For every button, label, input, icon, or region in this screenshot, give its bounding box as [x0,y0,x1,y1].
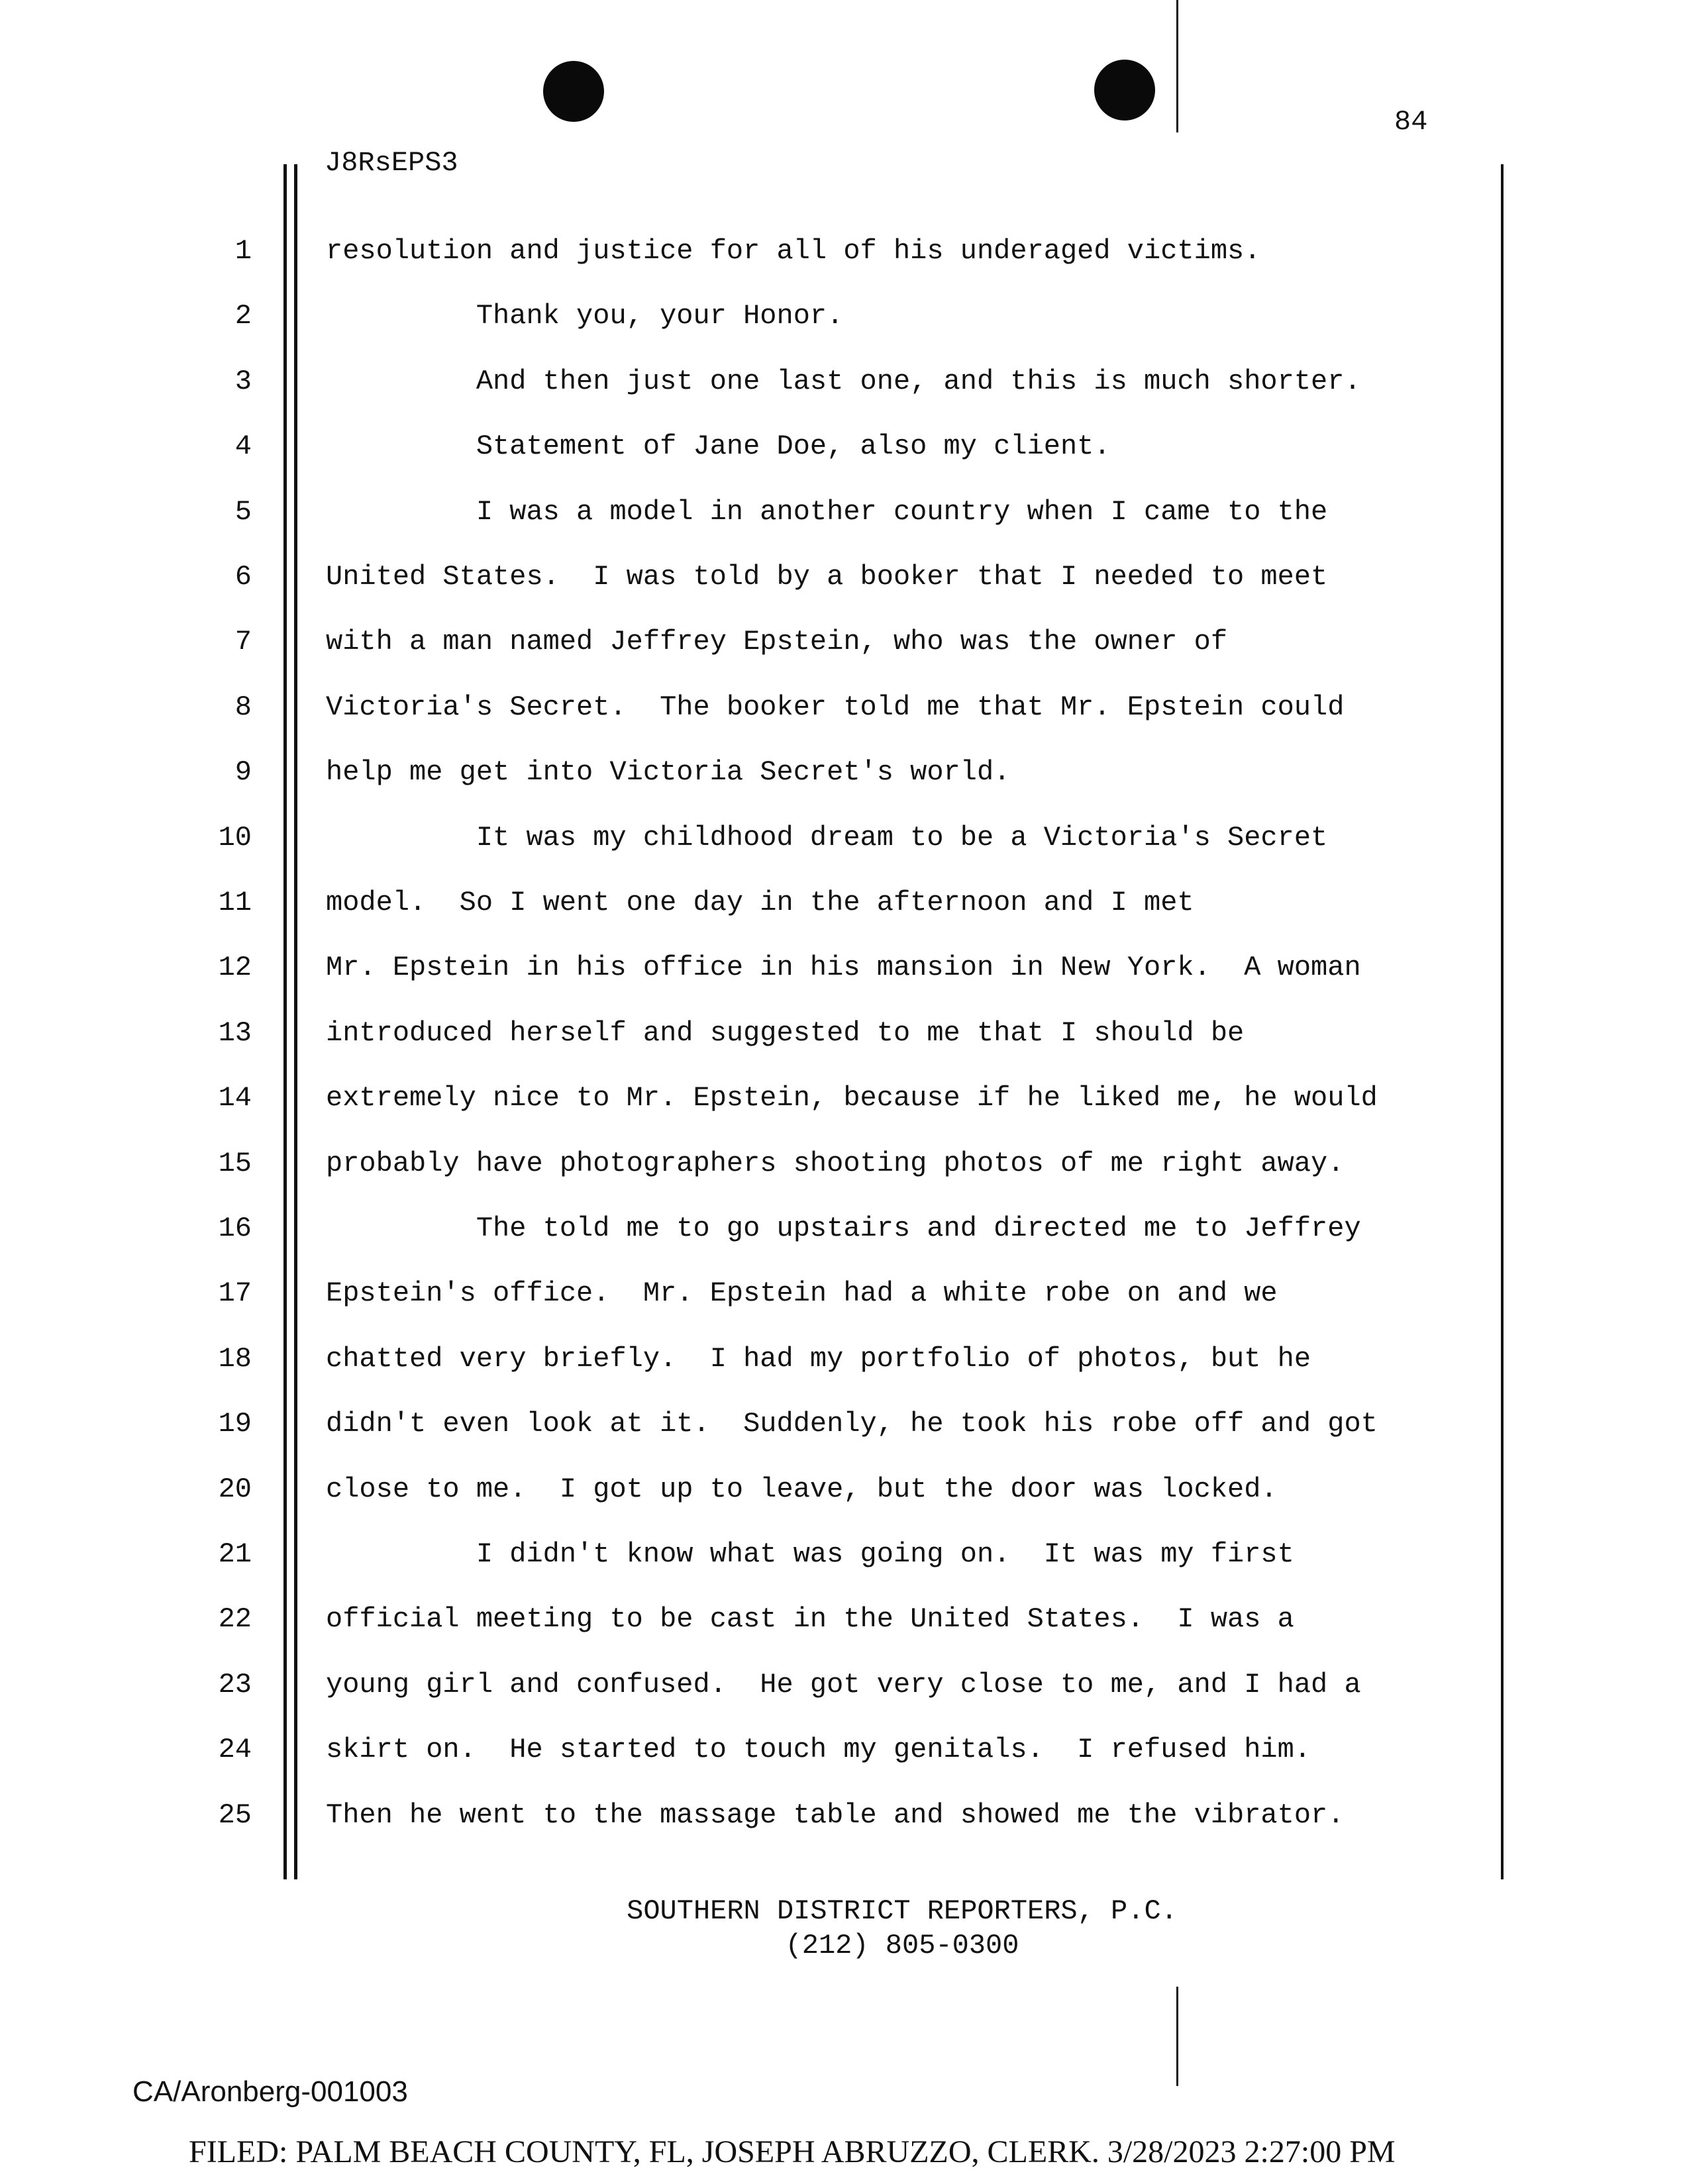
line-number: 10 [218,822,252,854]
reporter-name: SOUTHERN DISTRICT REPORTERS, P.C. [627,1895,1178,1927]
scan-artifact-line-bottom [1176,1987,1178,2086]
line-number: 2 [234,300,252,332]
transcript-line: help me get into Victoria Secret's world. [326,756,1011,788]
transcript-line: Statement of Jane Doe, also my client. [326,430,1111,462]
transcript-line: young girl and confused. He got very close to me, and I had a [326,1669,1361,1701]
transcript-line: Epstein's office. Mr. Epstein had a white robe on and we [326,1277,1278,1309]
line-number: 17 [218,1277,252,1309]
reporter-phone: (212) 805-0300 [785,1930,1019,1961]
line-number: 6 [234,561,252,593]
line-number: 25 [218,1799,252,1831]
transcript-line: And then just one last one, and this is much shorter. [326,366,1361,397]
line-number: 21 [218,1538,252,1570]
transcript-line: Thank you, your Honor. [326,300,844,332]
punch-hole-right [1094,60,1155,121]
transcript-line: United States. I was told by a booker that I needed to meet [326,561,1328,593]
transcript-line: introduced herself and suggested to me that I should be [326,1017,1245,1049]
page-number: 84 [1394,106,1428,138]
line-number: 15 [218,1148,252,1179]
line-number: 1 [234,235,252,267]
line-number: 3 [234,366,252,397]
transcript-line: resolution and justice for all of his underaged victims. [326,235,1261,267]
transcript-doc-id: J8RsEPS3 [325,147,458,179]
line-number: 18 [218,1343,252,1375]
line-number: 19 [218,1408,252,1440]
line-number: 14 [218,1082,252,1114]
line-number: 5 [234,496,252,528]
transcript-line: Mr. Epstein in his office in his mansion in New York. A woman [326,952,1361,983]
left-margin-rule [283,164,287,1879]
line-number: 7 [234,626,252,658]
line-number: 13 [218,1017,252,1049]
left-margin-rule-inner [294,164,297,1879]
scan-artifact-line-top [1176,0,1178,132]
transcript-line: model. So I went one day in the afternoon and I met [326,887,1194,918]
line-number: 20 [218,1473,252,1505]
transcript-line: Then he went to the massage table and showed me the vibrator. [326,1799,1345,1831]
transcript-line: with a man named Jeffrey Epstein, who was the owner of [326,626,1228,658]
line-number: 23 [218,1669,252,1701]
transcript-line: The told me to go upstairs and directed me to Jeffrey [326,1213,1361,1244]
transcript-line: close to me. I got up to leave, but the door was locked. [326,1473,1278,1505]
transcript-line: chatted very briefly. I had my portfolio of photos, but he [326,1343,1311,1375]
line-number: 11 [218,887,252,918]
line-number: 8 [234,691,252,723]
reporter-footer [0,1894,1685,1963]
transcript-line: probably have photographers shooting photos of me right away. [326,1148,1345,1179]
transcript-line: extremely nice to Mr. Epstein, because if he liked me, he would [326,1082,1378,1114]
transcript-line: It was my childhood dream to be a Victoria's Secret [326,822,1328,854]
line-number: 12 [218,952,252,983]
transcript-line: skirt on. He started to touch my genitals. I refused him. [326,1734,1311,1765]
punch-hole-left [543,61,604,122]
right-margin-rule [1501,164,1504,1879]
transcript-line: I didn't know what was going on. It was my first [326,1538,1294,1570]
filed-stamp: FILED: PALM BEACH COUNTY, FL, JOSEPH ABRUZZO, CLERK. 3/28/2023 2:27:00 PM [189,2134,1396,2169]
line-number: 24 [218,1734,252,1765]
transcript-line: I was a model in another country when I came to the [326,496,1328,528]
line-number: 9 [234,756,252,788]
transcript-line: official meeting to be cast in the United States. I was a [326,1603,1294,1635]
transcript-line: Victoria's Secret. The booker told me that Mr. Epstein could [326,691,1345,723]
bates-number: CA/Aronberg-001003 [132,2075,408,2108]
line-number: 16 [218,1213,252,1244]
line-number: 22 [218,1603,252,1635]
transcript-line: didn't even look at it. Suddenly, he took his robe off and got [326,1408,1378,1440]
line-number: 4 [234,430,252,462]
